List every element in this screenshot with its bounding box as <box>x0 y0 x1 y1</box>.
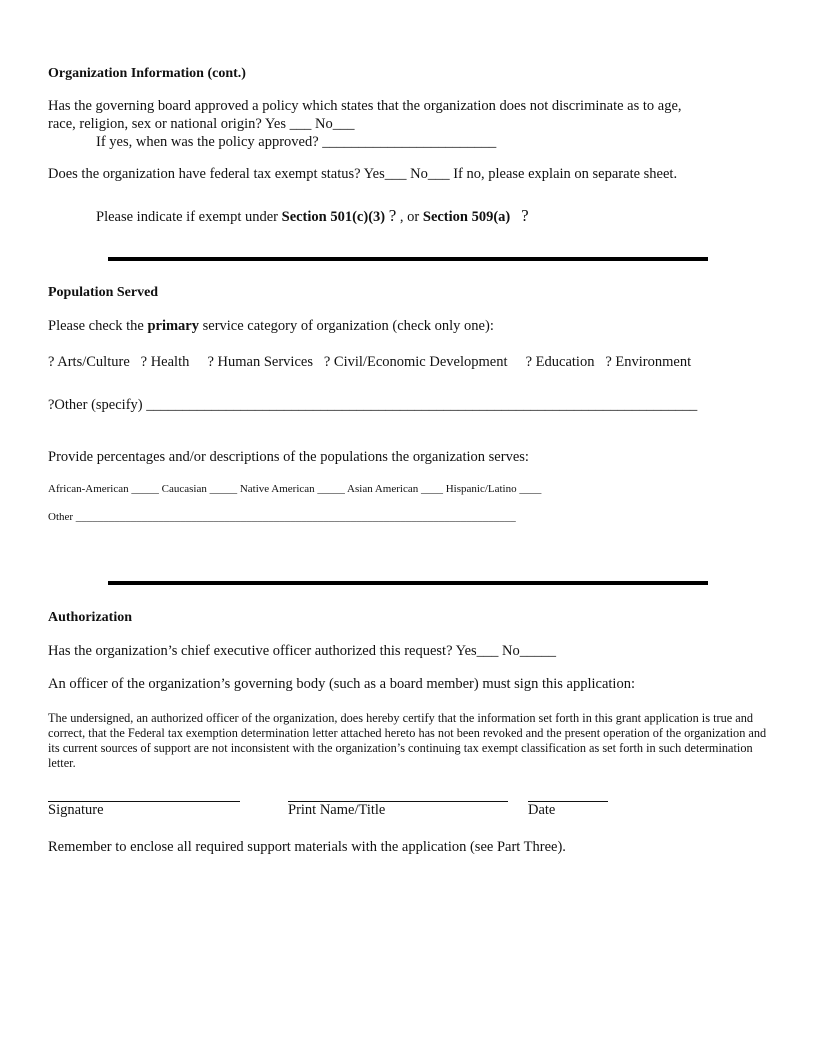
category-civil-economic[interactable]: ? Civil/Economic Development <box>323 354 508 370</box>
ceo-authorization-question: Has the organization’s chief executive officer authorized this request? Yes___ No_____ <box>48 643 557 659</box>
population-groups-fields[interactable]: African-American _____ Caucasian _____ Native American _____ Asian American ____ Hispanic/Latino ____ <box>48 483 542 495</box>
category-options <box>48 354 691 371</box>
category-health[interactable]: ? Health <box>140 354 190 370</box>
section-divider <box>108 257 708 261</box>
policy-approved-date-field[interactable]: If yes, when was the policy approved? ________________________ <box>96 134 497 150</box>
reminder-text: Remember to enclose all required support materials with the application (see Part Three). <box>48 839 566 855</box>
date-label: Date <box>528 802 556 818</box>
instruction-suffix: service category of organization (check only one): <box>199 318 494 334</box>
nondiscrimination-question-line2: race, religion, sex or national origin? Yes ___ No___ <box>48 116 355 132</box>
primary-category-instruction <box>48 318 494 335</box>
population-heading: Population Served <box>48 285 159 300</box>
certification-statement: The undersigned, an authorized officer of the organization, does hereby certify that the information set forth in this grant application is true and correct, that the Federal tax exemption determination letter attached hereto has not been revoked and the present operation of the organization and its current sources of support are not inconsistent with the organization’s continuing tax exempt classification as set forth in such determination letter. <box>48 711 767 770</box>
org-info-heading: Organization Information (cont.) <box>48 66 246 81</box>
authorization-heading: Authorization <box>48 610 132 625</box>
nondiscrimination-question-line1: Has the governing board approved a policy which states that the organization does not discriminate as to age, <box>48 98 682 114</box>
section-divider <box>108 581 708 585</box>
exempt-mid: , or <box>396 209 423 225</box>
tax-exempt-status-question: Does the organization have federal tax exempt status? Yes___ No___ If no, please explain on separate sheet. <box>48 166 678 182</box>
exempt-section-question <box>96 206 529 226</box>
category-arts-culture[interactable]: ? Arts/Culture <box>48 354 130 370</box>
section-501c3-label: Section 501(c)(3) <box>281 209 386 225</box>
instruction-prefix: Please check the <box>48 318 148 334</box>
category-human-services[interactable]: ? Human Services <box>207 354 313 370</box>
section-501c3-checkbox[interactable]: ? <box>388 206 397 225</box>
percentages-prompt: Provide percentages and/or descriptions of the populations the organization serves: <box>48 449 529 465</box>
signature-label: Signature <box>48 802 104 818</box>
category-environment[interactable]: ? Environment <box>605 354 692 370</box>
population-other-field[interactable]: Other ________________________________________________________________________________ <box>48 511 516 523</box>
instruction-bold: primary <box>147 318 199 334</box>
officer-signature-instruction: An officer of the organization’s governing body (such as a board member) must sign this application: <box>48 676 635 692</box>
category-education[interactable]: ? Education <box>525 354 595 370</box>
print-name-label: Print Name/Title <box>288 802 386 818</box>
exempt-prefix: Please indicate if exempt under <box>96 209 282 225</box>
section-509a-label: Section 509(a) <box>422 209 511 225</box>
other-specify-field[interactable]: ?Other (specify) ____________________________________________________________________________ <box>48 397 698 413</box>
section-509a-checkbox[interactable]: ? <box>521 206 529 225</box>
